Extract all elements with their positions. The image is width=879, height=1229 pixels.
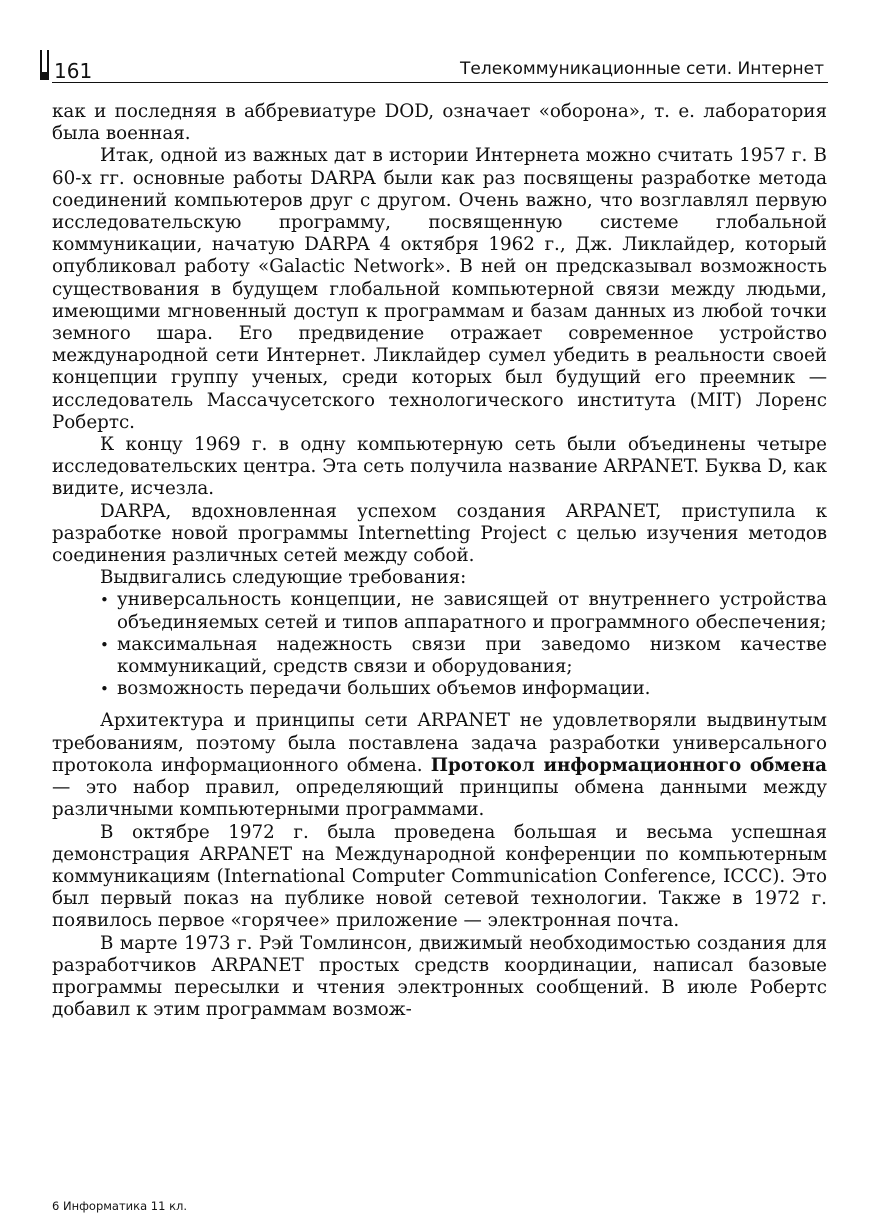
bullet-icon: •: [100, 680, 109, 699]
list-item-text: возможность передачи больших объемов информации.: [117, 678, 651, 700]
list-item: [100, 589, 827, 633]
bullet-icon: •: [100, 635, 109, 654]
margin-mark: [40, 50, 49, 80]
paragraph-internetting: DARPA, вдохновленная успехом создания ARPANET, приступила к разработке новой программы Internetting Project с целью изучения методов соединения различных сетей между собой.: [52, 500, 827, 567]
page-body: [52, 101, 827, 1021]
requirements-list: [52, 589, 827, 700]
list-item-text: максимальная надежность связи при заведомо низком качестве коммуникаций, средств связи и оборудования;: [117, 633, 827, 678]
header-rule: [52, 82, 828, 83]
bullet-icon: •: [100, 591, 109, 610]
paragraph-requirements-intro: Выдвигались следующие требования:: [100, 567, 467, 589]
page-footer: 6 Информатика 11 кл.: [52, 1199, 188, 1213]
paragraph-protocol: [52, 710, 827, 821]
protocol-text-before: Архитектура и принципы сети ARPANET не удовлетворяли выдвинутым требованиям, поэтому была поставлена задача разработки универсального протокола информационного обмена.: [52, 710, 827, 776]
paragraph-arpanet: К концу 1969 г. в одну компьютерную сеть были объединены четыре исследовательских центра. Эта сеть получила название ARPANET. Буква D, как видите, исчезла.: [52, 434, 827, 500]
paragraph-continuation: как и последняя в аббревиатуре DOD, означает «оборона», т. е. лаборатория была военная.: [52, 101, 827, 145]
page-number: 161: [54, 59, 93, 83]
list-item: [100, 678, 827, 700]
protocol-text-after: — это набор правил, определяющий принципы обмена данными между различными компьютерными программами.: [52, 777, 827, 821]
list-item-text: универсальность концепции, не зависящей от внутреннего устройства объединяемых сетей и типов аппаратного и программного обеспечения;: [117, 589, 827, 633]
paragraph-email: В марте 1973 г. Рэй Томлинсон, движимый необходимостью создания для разработчиков ARPANET простых средств координации, написал базовые программы пересылки и чтения электронных сообщений. В июле Робертс добавил к этим программам возмож-: [52, 932, 827, 1021]
paragraph-iccc: В октябре 1972 г. была проведена большая и весьма успешная демонстрация ARPANET на Международной конференции по компьютерным коммуникациям (International Computer Communication Conference, ICCC). Это был первый показ на публике новой сетевой технологии. Также в 1972 г. появилось первое «горячее» приложение — электронная почта.: [52, 821, 827, 932]
list-item: [100, 634, 827, 678]
running-title: Телекоммуникационные сети. Интернет: [460, 59, 824, 79]
paragraph-history: Итак, одной из важных дат в истории Интернета можно считать 1957 г. В 60-х гг. основные работы DARPA были как раз посвящены разработке метода соединений компьютеров друг с другом. Очень важно, что возглавлял первую исследовательскую программу, посвященную системе глобальной коммуникации, начатую DARPA 4 октября 1962 г., Дж. Ликлайдер, который опубликовал работу «Galactic Network». В ней он предсказывал возможность существования в будущем глобальной компьютерной связи между людьми, имеющими мгновенный доступ к программам и базам данных из любой точки земного шара. Его предвидение отражает современное устройство международной сети Интернет. Ликлайдер сумел убедить в реальности своей концепции группу ученых, среди которых был будущий его преемник — исследователь Массачусетского технологического института (MIT) Лоренс Робертс.: [52, 145, 827, 433]
protocol-term: Протокол информационного обмена: [430, 754, 827, 776]
page-header: [40, 48, 828, 84]
